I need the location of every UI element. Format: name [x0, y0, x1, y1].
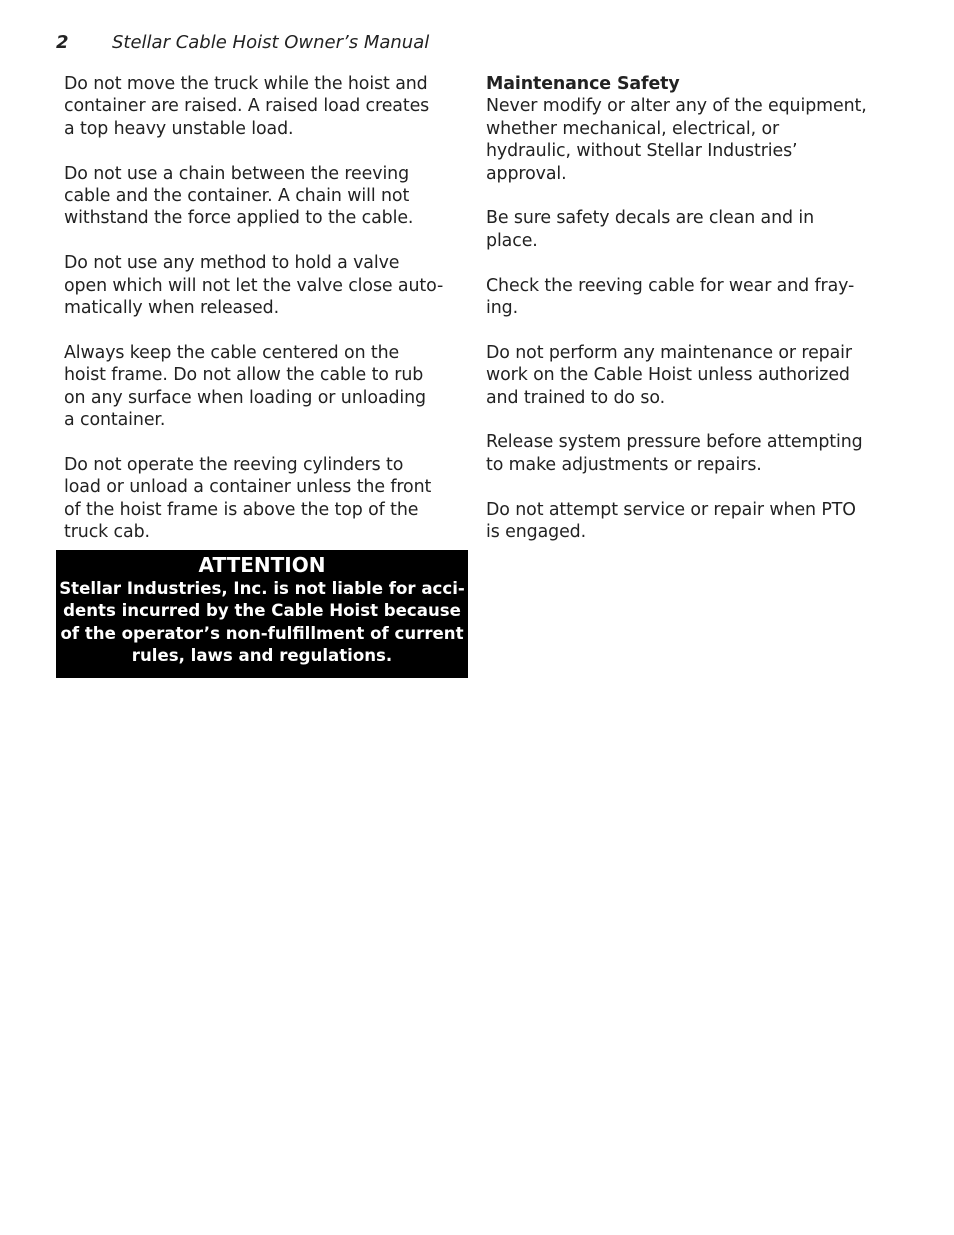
page-number: 2: [56, 32, 69, 53]
text-line: place.: [486, 230, 538, 251]
attention-box: [56, 550, 468, 678]
paragraph-valve-method: [64, 252, 472, 319]
right-column: [486, 73, 894, 543]
paragraph-release-pressure: [486, 431, 894, 476]
text-line: hoist frame. Do not allow the cable to rub: [64, 365, 424, 386]
text-line: on any surface when loading or unloading: [64, 387, 426, 408]
text-line: Release system pressure before attempting: [486, 432, 863, 453]
text-line: work on the Cable Hoist unless authorized: [486, 365, 850, 386]
text-line: Do not move the truck while the hoist and: [64, 74, 428, 94]
attention-line: rules, laws and regulations.: [131, 646, 393, 666]
text-line: is engaged.: [486, 522, 587, 543]
text-line: load or unload a container unless the front: [64, 477, 432, 498]
section-heading-maintenance-safety: Maintenance Safety: [486, 74, 680, 94]
attention-line: of the operator’s non-fulfillment of current: [60, 623, 464, 643]
paragraph-no-moving-truck: [64, 73, 472, 140]
text-line: approval.: [486, 163, 567, 184]
text-line: hydraulic, without Stellar Industries’: [486, 141, 798, 162]
text-line: container are raised. A raised load creates: [64, 96, 430, 117]
text-line: and trained to do so.: [486, 387, 666, 408]
paragraph-cable-centered: [64, 342, 472, 432]
text-line: matically when released.: [64, 298, 280, 319]
paragraph-reeving-cylinders: [64, 454, 472, 544]
paragraph-pto-engaged: [486, 499, 894, 544]
text-line: Do not use a chain between the reeving: [64, 163, 410, 184]
text-line: ing.: [486, 298, 519, 319]
text-line: whether mechanical, electrical, or: [486, 118, 780, 139]
paragraph-never-modify: [486, 73, 894, 185]
text-line: of the hoist frame is above the top of the: [64, 499, 419, 520]
text-line: cable and the container. A chain will not: [64, 186, 410, 207]
page-header: [56, 31, 429, 55]
text-line: truck cab.: [64, 522, 150, 543]
text-line: Do not perform any maintenance or repair: [486, 342, 852, 363]
text-line: a container.: [64, 410, 166, 431]
text-line: Never modify or alter any of the equipment,: [486, 96, 867, 117]
text-line: Be sure safety decals are clean and in: [486, 208, 815, 229]
manual-title: Stellar Cable Hoist Owner’s Manual: [112, 32, 430, 53]
paragraph-check-cable: [486, 275, 894, 320]
paragraph-safety-decals: [486, 207, 894, 252]
attention-line: dents incurred by the Cable Hoist because: [63, 601, 461, 621]
attention-line: Stellar Industries, Inc. is not liable for acci-: [59, 579, 465, 598]
text-line: Check the reeving cable for wear and fray-: [486, 275, 855, 296]
text-line: withstand the force applied to the cable.: [64, 208, 414, 229]
text-line: Always keep the cable centered on the: [64, 342, 400, 363]
text-line: open which will not let the valve close auto-: [64, 275, 444, 296]
paragraph-authorized-maintenance: [486, 342, 894, 409]
text-line: to make adjustments or repairs.: [486, 454, 762, 475]
text-line: Do not operate the reeving cylinders to: [64, 454, 404, 475]
attention-title: ATTENTION: [198, 553, 326, 577]
text-line: a top heavy unstable load.: [64, 118, 294, 139]
text-line: Do not attempt service or repair when PTO: [486, 499, 856, 520]
paragraph-no-chain: [64, 163, 472, 230]
text-line: Do not use any method to hold a valve: [64, 253, 400, 274]
left-column: [64, 73, 472, 543]
